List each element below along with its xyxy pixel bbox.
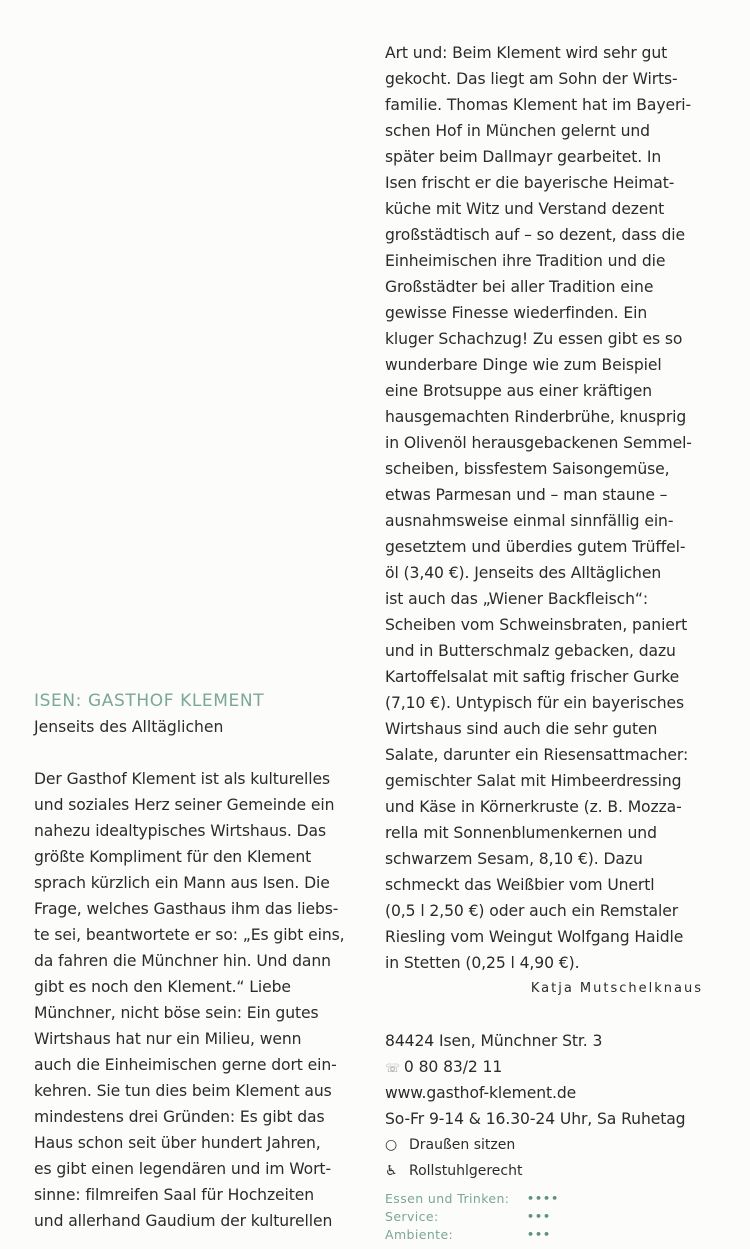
text-line: und in Butterschmalz gebacken, dazu <box>385 642 676 660</box>
spacer <box>34 740 354 766</box>
text-line: Haus schon seit über hundert Jahren, <box>34 1134 321 1152</box>
text-line: Der Gasthof Klement ist als kulturelles <box>34 770 331 788</box>
website-link[interactable]: www.gasthof-klement.de <box>385 1084 577 1102</box>
text-line: sprach kürzlich ein Mann aus Isen. Die <box>34 874 330 892</box>
text-line: Riesling vom Weingut Wolfgang Haidle <box>385 928 684 946</box>
text-line: Einheimischen ihre Tradition und die <box>385 252 666 270</box>
rating-label: Ambiente: <box>385 1227 454 1242</box>
text-line: (7,10 €). Untypisch für ein bayerisches <box>385 694 685 712</box>
phone-number[interactable]: 0 80 83/2 11 <box>403 1058 503 1076</box>
wheelchair-icon: ♿ <box>385 1163 398 1179</box>
text-line: (0,5 l 2,50 €) oder auch ein Remstaler <box>385 902 679 920</box>
rating-dots: ••• <box>527 1210 552 1223</box>
text-line: gewisse Finesse wiederfinden. Ein <box>385 304 648 322</box>
text-line: kluger Schachzug! Zu essen gibt es so <box>385 330 683 348</box>
text-line: in Olivenöl herausgebackenen Semmel- <box>385 434 692 452</box>
text-line: großstädtisch auf – so dezent, dass die <box>385 226 686 244</box>
article-kicker: ISEN: GASTHOF KLEMENT <box>34 691 265 711</box>
text-line: ist auch das „Wiener Backfleisch“: <box>385 590 649 608</box>
text-line: Wirtshaus hat nur ein Milieu, wenn <box>34 1030 302 1048</box>
rating-dots: •••• <box>527 1192 560 1205</box>
text-line: Art und: Beim Klement wird sehr gut <box>385 44 668 62</box>
text-line: auch die Einheimischen gerne dort ein- <box>34 1056 337 1074</box>
rating-label: Service: <box>385 1209 439 1224</box>
text-line: hausgemachten Rinderbrühe, knusprig <box>385 408 687 426</box>
text-line: es gibt einen legendären und im Wort- <box>34 1160 331 1178</box>
info-block <box>385 1028 725 1184</box>
text-line: später beim Dallmayr gearbeitet. In <box>385 148 662 166</box>
text-line: schmeckt das Weißbier vom Unertl <box>385 876 655 894</box>
text-line: schwarzem Sesam, 8,10 €). Dazu <box>385 850 643 868</box>
text-line: da fahren die Münchner hin. Und dann <box>34 952 331 970</box>
text-line: gesetztem und überdies gutem Trüffel- <box>385 538 686 556</box>
right-column <box>385 40 725 1244</box>
spacer <box>385 1002 725 1028</box>
text-line: te sei, beantwortete er so: „Es gibt eins, <box>34 926 345 944</box>
text-line: eine Brotsuppe aus einer kräftigen <box>385 382 653 400</box>
text-line: schen Hof in München gelernt und <box>385 122 650 140</box>
phone-icon: ☏ <box>385 1061 400 1075</box>
article-subtitle: Jenseits des Alltäglichen <box>34 718 224 736</box>
text-line: etwas Parmesan und – man staune – <box>385 486 668 504</box>
text-line: in Stetten (0,25 l 4,90 €). <box>385 954 580 972</box>
text-line: Frage, welches Gasthaus ihm das liebs- <box>34 900 339 918</box>
rating-service <box>385 1208 725 1226</box>
text-line: und Käse in Körnerkruste (z. B. Mozza- <box>385 798 682 816</box>
circle-outline-icon: ○ <box>385 1137 398 1153</box>
text-line: rella mit Sonnenblumenkernen und <box>385 824 657 842</box>
rating-food <box>385 1190 725 1208</box>
text-line: größte Kompliment für den Klement <box>34 848 312 866</box>
right-body-text <box>385 40 725 976</box>
text-line: mindestens drei Gründen: Es gibt das <box>34 1108 325 1126</box>
feature-wheelchair <box>385 1158 725 1184</box>
text-line: familie. Thomas Klement hat im Bayeri- <box>385 96 692 114</box>
left-body-text <box>34 766 354 1234</box>
address: 84424 Isen, Münchner Str. 3 <box>385 1032 603 1050</box>
text-line: Münchner, nicht böse sein: Ein gutes <box>34 1004 319 1022</box>
text-line: scheiben, bissfestem Saisongemüse, <box>385 460 670 478</box>
opening-hours: So-Fr 9-14 & 16.30-24 Uhr, Sa Ruhetag <box>385 1110 686 1128</box>
text-line: gibt es noch den Klement.“ Liebe <box>34 978 291 996</box>
text-line: Wirtshaus sind auch die sehr guten <box>385 720 658 738</box>
text-line: öl (3,40 €). Jenseits des Alltäglichen <box>385 564 662 582</box>
text-line: kehren. Sie tun dies beim Klement aus <box>34 1082 332 1100</box>
feature-label: Draußen sitzen <box>409 1137 516 1153</box>
rating-label: Essen und Trinken: <box>385 1191 510 1206</box>
text-line: sinne: filmreifen Saal für Hochzeiten <box>34 1186 315 1204</box>
text-line: nahezu idealtypisches Wirtshaus. Das <box>34 822 326 840</box>
author-name: Katja Mutschelknaus <box>530 981 703 996</box>
feature-outdoor <box>385 1132 725 1158</box>
ratings-block <box>385 1190 725 1244</box>
rating-dots: ••• <box>527 1228 552 1241</box>
text-line: Isen frischt er die bayerische Heimat- <box>385 174 675 192</box>
text-line: wunderbare Dinge wie zum Beispiel <box>385 356 662 374</box>
text-line: Salate, darunter ein Riesensattmacher: <box>385 746 689 764</box>
text-line: Kartoffelsalat mit saftig frischer Gurke <box>385 668 680 686</box>
text-line: gekocht. Das liegt am Sohn der Wirts- <box>385 70 678 88</box>
text-line: ausnahmsweise einmal sinnfällig ein- <box>385 512 674 530</box>
left-column <box>34 688 354 1234</box>
text-line: Scheiben vom Schweinsbraten, paniert <box>385 616 688 634</box>
text-line: küche mit Witz und Verstand dezent <box>385 200 665 218</box>
rating-ambience <box>385 1226 725 1244</box>
text-line: und allerhand Gaudium der kulturellen <box>34 1212 333 1230</box>
text-line: gemischter Salat mit Himbeerdressing <box>385 772 682 790</box>
text-line: und soziales Herz seiner Gemeinde ein <box>34 796 335 814</box>
feature-label: Rollstuhlgerecht <box>409 1163 523 1179</box>
phone-line <box>385 1054 725 1080</box>
text-line: Großstädter bei aller Tradition eine <box>385 278 654 296</box>
